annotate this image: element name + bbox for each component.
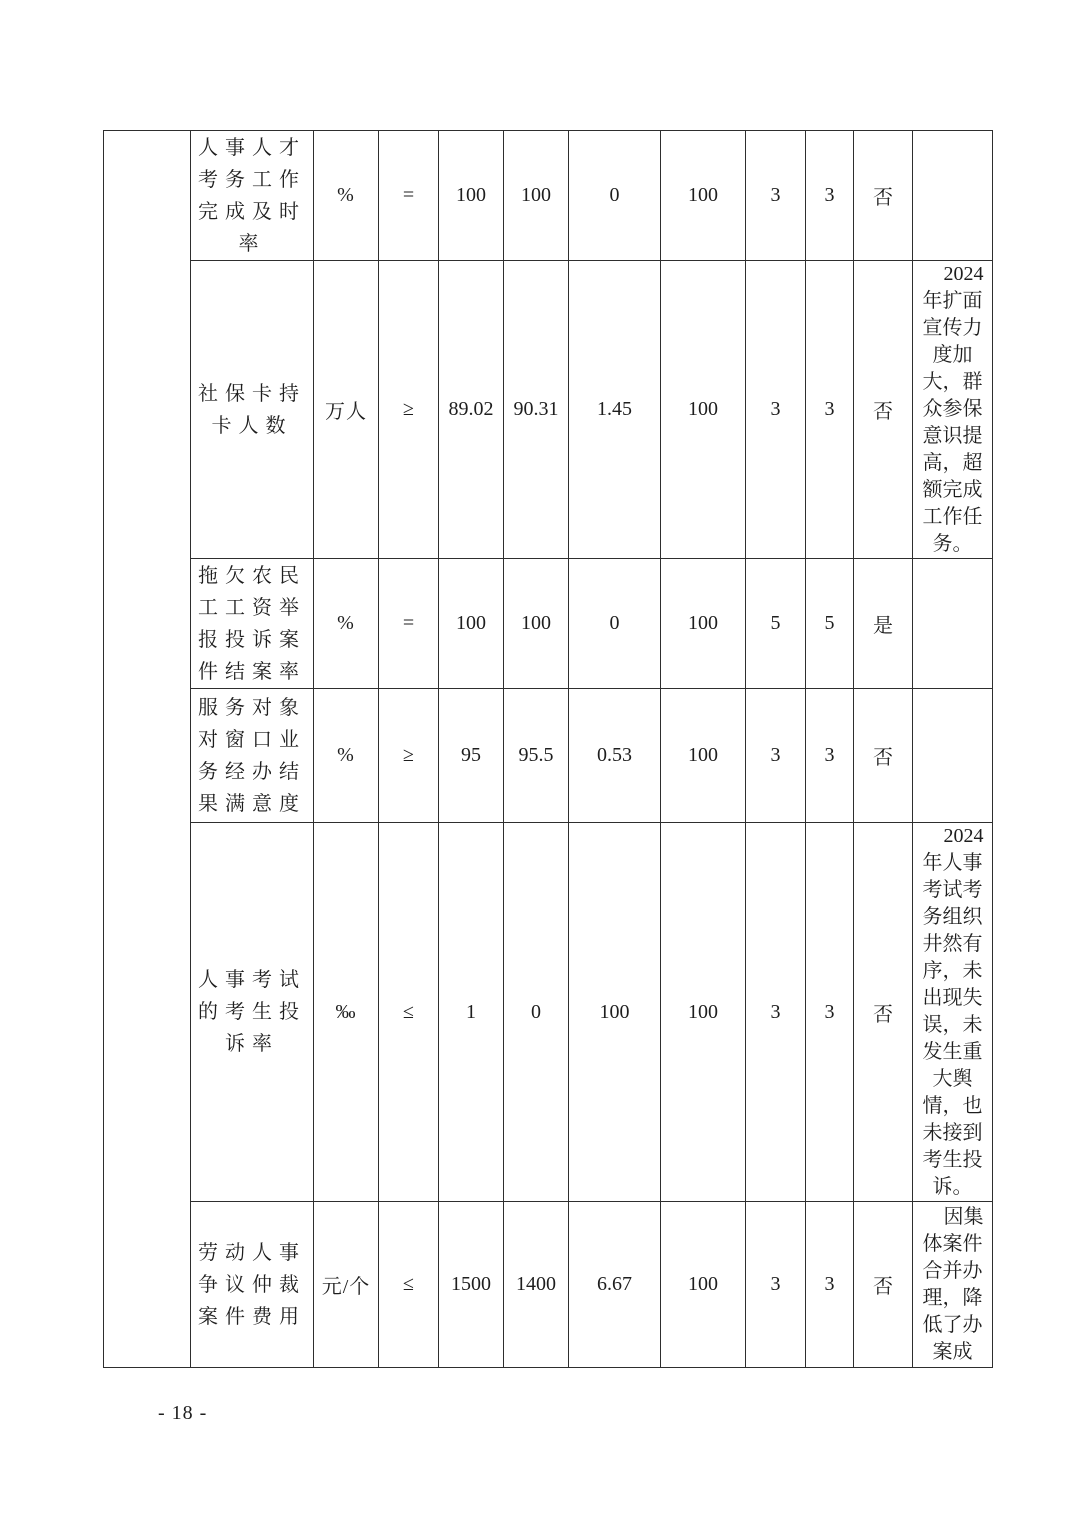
- actual-value-cell: 95.5: [504, 689, 569, 823]
- deviation-flag-cell: 否: [854, 823, 913, 1202]
- score-cell: 3: [806, 823, 854, 1202]
- deviation-flag-cell: 否: [854, 131, 913, 261]
- deviation-rate-cell: 6.67: [569, 1202, 661, 1368]
- actual-value-cell: 100: [504, 559, 569, 689]
- points-cell: 3: [746, 689, 806, 823]
- note-cell: [913, 131, 993, 261]
- deviation-flag-cell: 是: [854, 559, 913, 689]
- actual-value-cell: 1400: [504, 1202, 569, 1368]
- points-cell: 3: [746, 1202, 806, 1368]
- table-row: [104, 823, 993, 1202]
- page-number: - 18 -: [158, 1402, 208, 1424]
- performance-indicator-table: [103, 130, 993, 1368]
- target-value-cell: 100: [439, 559, 504, 689]
- completion-rate-cell: 100: [661, 131, 746, 261]
- completion-rate-cell: 100: [661, 1202, 746, 1368]
- deviation-rate-cell: 0.53: [569, 689, 661, 823]
- unit-cell: %: [314, 689, 379, 823]
- deviation-rate-cell: 0: [569, 131, 661, 261]
- score-cell: 5: [806, 559, 854, 689]
- table-row: [104, 689, 993, 823]
- unit-cell: 万人: [314, 261, 379, 559]
- table-row: [104, 559, 993, 689]
- indicator-name-cell: 人事考试的考生投诉率: [191, 823, 314, 1202]
- category-spanner-cell: [104, 131, 191, 1368]
- target-value-cell: 1: [439, 823, 504, 1202]
- unit-cell: %: [314, 131, 379, 261]
- points-cell: 3: [746, 131, 806, 261]
- actual-value-cell: 100: [504, 131, 569, 261]
- indicator-name-cell: 社保卡持卡人数: [191, 261, 314, 559]
- deviation-rate-cell: 100: [569, 823, 661, 1202]
- indicator-name-cell: 拖欠农民工工资举报投诉案件结案率: [191, 559, 314, 689]
- score-cell: 3: [806, 261, 854, 559]
- note-cell: 因集体案件合并办理，降低了办案成: [913, 1202, 993, 1368]
- operator-cell: ≤: [379, 1202, 439, 1368]
- operator-cell: ≤: [379, 823, 439, 1202]
- operator-cell: =: [379, 559, 439, 689]
- table-row: [104, 261, 993, 559]
- actual-value-cell: 90.31: [504, 261, 569, 559]
- completion-rate-cell: 100: [661, 823, 746, 1202]
- indicator-name-cell: 人事人才考务工作完成及时率: [191, 131, 314, 261]
- note-cell: [913, 689, 993, 823]
- deviation-flag-cell: 否: [854, 689, 913, 823]
- note-cell: 2024年扩面宣传力度加大，群众参保意识提高，超额完成工作任务。: [913, 261, 993, 559]
- completion-rate-cell: 100: [661, 559, 746, 689]
- operator-cell: =: [379, 131, 439, 261]
- points-cell: 3: [746, 261, 806, 559]
- score-cell: 3: [806, 131, 854, 261]
- table-row: [104, 1202, 993, 1368]
- actual-value-cell: 0: [504, 823, 569, 1202]
- operator-cell: ≥: [379, 689, 439, 823]
- deviation-flag-cell: 否: [854, 261, 913, 559]
- target-value-cell: 1500: [439, 1202, 504, 1368]
- points-cell: 3: [746, 823, 806, 1202]
- note-cell: 2024年人事考试考务组织井然有序，未出现失误，未发生重大舆情，也未接到考生投诉。: [913, 823, 993, 1202]
- target-value-cell: 89.02: [439, 261, 504, 559]
- note-cell: [913, 559, 993, 689]
- unit-cell: ‰: [314, 823, 379, 1202]
- operator-cell: ≥: [379, 261, 439, 559]
- target-value-cell: 100: [439, 131, 504, 261]
- table-row: [104, 131, 993, 261]
- completion-rate-cell: 100: [661, 261, 746, 559]
- indicator-name-cell: 劳动人事争议仲裁案件费用: [191, 1202, 314, 1368]
- unit-cell: 元/个: [314, 1202, 379, 1368]
- score-cell: 3: [806, 689, 854, 823]
- deviation-rate-cell: 1.45: [569, 261, 661, 559]
- target-value-cell: 95: [439, 689, 504, 823]
- points-cell: 5: [746, 559, 806, 689]
- deviation-flag-cell: 否: [854, 1202, 913, 1368]
- unit-cell: %: [314, 559, 379, 689]
- completion-rate-cell: 100: [661, 689, 746, 823]
- score-cell: 3: [806, 1202, 854, 1368]
- indicator-name-cell: 服务对象对窗口业务经办结果满意度: [191, 689, 314, 823]
- deviation-rate-cell: 0: [569, 559, 661, 689]
